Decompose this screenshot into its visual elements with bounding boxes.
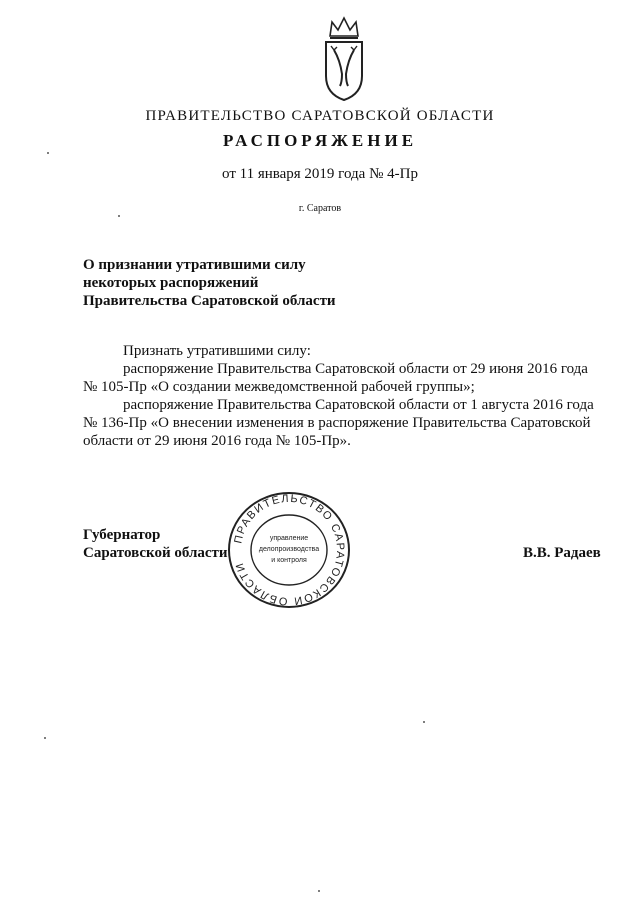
stamp-center-line-2: делопроизводства <box>258 546 320 553</box>
scan-speck <box>318 890 320 892</box>
title-line-2: некоторых распоряжений <box>83 275 259 291</box>
body-line-3: № 105-Пр «О создании межведомственной рабочей группы»; <box>83 379 475 395</box>
scan-speck <box>423 721 425 723</box>
body-line-1: Признать утратившими силу: <box>123 343 311 359</box>
body-line-6: области от 29 июня 2016 года № 105-Пр». <box>83 433 351 449</box>
document-date-number: от 11 января 2019 года № 4-Пр <box>222 166 418 182</box>
stamp-center-line-1: управление <box>269 535 309 542</box>
scan-speck <box>47 152 49 154</box>
signature-post-line-2: Саратовской области <box>83 545 228 561</box>
scan-speck <box>118 215 120 217</box>
stamp-center-line-3: и контроля <box>271 557 307 564</box>
stamp-ring-text: ПРАВИТЕЛЬСТВО САРАТОВСКОЙ ОБЛАСТИ <box>232 492 347 608</box>
document-type: РАСПОРЯЖЕНИЕ <box>222 131 418 150</box>
scan-speck <box>44 737 46 739</box>
title-line-1: О признании утратившими силу <box>83 257 306 273</box>
document-city: г. Саратов <box>298 203 342 214</box>
body-line-5: № 136-Пр «О внесении изменения в распоряжение Правительства Саратовской <box>83 415 591 431</box>
official-stamp <box>226 490 352 610</box>
coat-of-arms-icon <box>322 16 366 102</box>
signature-post-line-1: Губернатор <box>83 527 161 543</box>
organization-name: ПРАВИТЕЛЬСТВО САРАТОВСКОЙ ОБЛАСТИ <box>145 108 495 124</box>
body-line-2: распоряжение Правительства Саратовской области от 29 июня 2016 года <box>123 361 588 377</box>
signature-name: В.В. Радаев <box>523 545 601 561</box>
title-line-3: Правительства Саратовской области <box>83 293 336 309</box>
body-line-4: распоряжение Правительства Саратовской области от 1 августа 2016 года <box>123 397 594 413</box>
